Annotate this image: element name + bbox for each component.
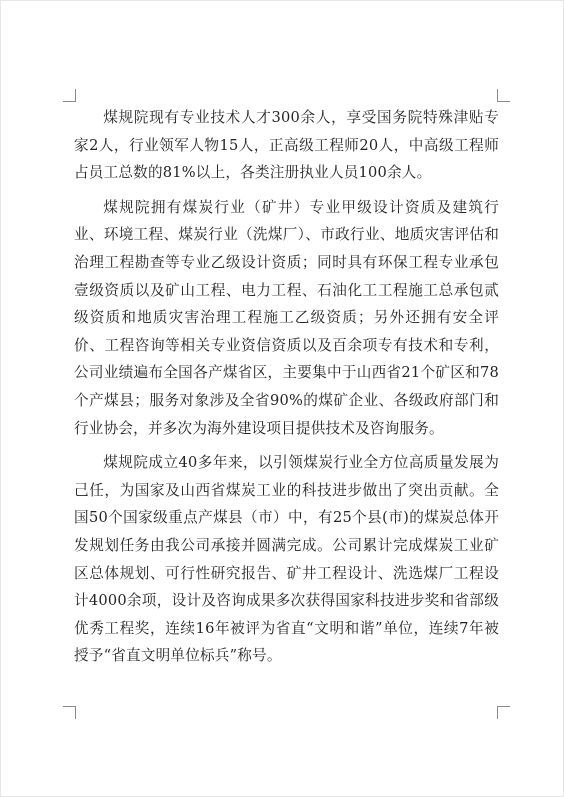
document-body [74, 104, 499, 677]
crop-mark-top-right [497, 89, 510, 102]
paragraph-qualifications: 煤规院拥有煤炭行业（矿井）专业甲级设计资质及建筑行业、环境工程、煤炭行业（洗煤厂）、市政行业、地质灾害评估和治理工程勘查等专业乙级设计资质；同时具有环保工程专业承包壹级资质以及矿山工程、电力工程、石油化工工程施工总承包贰级资质和地质灾害治理工程施工乙级资质；另外还拥有安全评价、工程咨询等相关专业资信资质以及百余项专有技术和专利，公司业绩遍布全国各产煤省区，主要集中于山西省21个矿区和78个产煤县；服务对象涉及全省90%的煤矿企业、各级政府部门和行业协会，并多次为海外建设项目提供技术及咨询服务。 [74, 198, 499, 437]
paragraph-history: 煤规院成立40多年来，以引领煤炭行业全方位高质量发展为己任，为国家及山西省煤炭工业的科技进步做出了突出贡献。全国50个国家级重点产煤县（市）中，有25个县(市)的煤炭总体开发规划任务由我公司承接并圆满完成。公司累计完成煤炭工业矿区总体规划、可行性研究报告、矿井工程设计、洗选煤厂工程设计4000余项，设计及咨询成果多次获得国家科技进步奖和省部级优秀工程奖，连续16年被评为省直“文明和谐”单位，连续7年被授予“省直文明单位标兵”称号。 [74, 454, 499, 665]
paragraph-talent: 煤规院现有专业技术人才300余人，享受国务院特殊津贴专家2人，行业领军人物15人，正高级工程师20人，中高级工程师占员工总数的81%以上，各类注册执业人员100余人。 [74, 109, 499, 182]
crop-mark-top-left [63, 89, 76, 102]
crop-mark-bottom-left [63, 706, 76, 719]
crop-mark-bottom-right [497, 706, 510, 719]
